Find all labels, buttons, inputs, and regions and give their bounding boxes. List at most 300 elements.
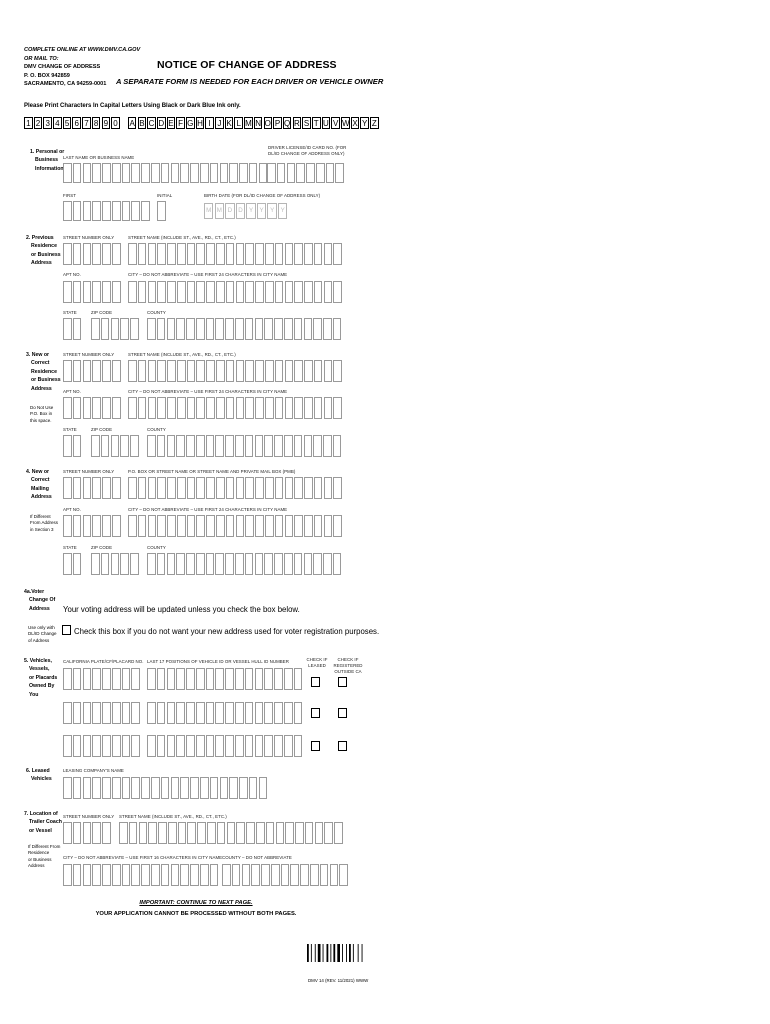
birth-date-box[interactable]: Y (246, 203, 255, 219)
character-box[interactable] (147, 318, 156, 340)
character-box[interactable] (83, 397, 92, 419)
character-box[interactable] (128, 515, 137, 537)
character-box[interactable] (92, 243, 101, 265)
character-box[interactable] (102, 397, 111, 419)
character-box[interactable] (102, 822, 111, 844)
character-box[interactable] (315, 822, 324, 844)
character-box[interactable] (112, 864, 121, 886)
character-box[interactable] (177, 360, 186, 382)
character-box[interactable] (73, 777, 82, 799)
character-box[interactable] (176, 735, 185, 757)
character-box[interactable] (161, 864, 170, 886)
character-box[interactable] (314, 360, 323, 382)
character-box[interactable] (187, 281, 196, 303)
character-box[interactable] (275, 360, 284, 382)
character-box[interactable] (112, 360, 121, 382)
character-box[interactable] (176, 318, 185, 340)
character-box[interactable] (112, 477, 121, 499)
birth-date-box[interactable]: Y (257, 203, 266, 219)
character-box[interactable] (225, 435, 234, 457)
character-box[interactable] (225, 735, 234, 757)
character-box[interactable] (274, 668, 283, 690)
character-box[interactable] (265, 281, 274, 303)
character-box[interactable] (285, 515, 294, 537)
character-box[interactable] (176, 553, 185, 575)
character-box[interactable] (63, 360, 72, 382)
first-name-field[interactable] (63, 201, 151, 221)
character-box[interactable] (63, 243, 72, 265)
character-box[interactable] (210, 163, 219, 183)
character-box[interactable] (245, 702, 254, 724)
character-box[interactable] (324, 477, 333, 499)
character-box[interactable] (92, 477, 101, 499)
character-box[interactable] (239, 163, 248, 183)
character-box[interactable] (157, 318, 166, 340)
initial-field[interactable] (157, 201, 167, 221)
character-box[interactable] (284, 553, 293, 575)
character-box[interactable] (186, 702, 195, 724)
character-box[interactable] (148, 515, 157, 537)
character-box[interactable] (186, 553, 195, 575)
character-box[interactable] (148, 822, 157, 844)
character-box[interactable] (92, 864, 101, 886)
character-box[interactable] (296, 163, 305, 183)
character-box[interactable] (313, 435, 322, 457)
character-box[interactable] (236, 822, 245, 844)
character-box[interactable] (236, 477, 245, 499)
character-box[interactable] (111, 553, 120, 575)
character-box[interactable] (112, 163, 121, 183)
character-box[interactable] (180, 163, 189, 183)
character-box[interactable] (294, 515, 303, 537)
character-box[interactable] (333, 243, 342, 265)
character-box[interactable] (148, 243, 157, 265)
s7-city-field[interactable] (63, 864, 220, 886)
s3-apt-field[interactable] (63, 397, 122, 419)
character-box[interactable] (63, 318, 72, 340)
character-box[interactable] (63, 477, 72, 499)
character-box[interactable] (275, 243, 284, 265)
character-box[interactable] (217, 822, 226, 844)
character-box[interactable] (200, 163, 209, 183)
character-box[interactable] (255, 735, 264, 757)
character-box[interactable] (122, 702, 131, 724)
character-box[interactable] (335, 163, 344, 183)
character-box[interactable] (215, 318, 224, 340)
character-box[interactable] (112, 201, 121, 221)
character-box[interactable] (306, 163, 315, 183)
character-box[interactable] (63, 515, 72, 537)
character-box[interactable] (333, 553, 342, 575)
character-box[interactable] (265, 243, 274, 265)
character-box[interactable] (178, 822, 187, 844)
character-box[interactable] (206, 243, 215, 265)
character-box[interactable] (314, 515, 323, 537)
character-box[interactable] (206, 477, 215, 499)
s4-city-field[interactable] (128, 515, 343, 537)
character-box[interactable] (284, 435, 293, 457)
character-box[interactable] (112, 397, 121, 419)
character-box[interactable] (63, 435, 72, 457)
character-box[interactable] (186, 435, 195, 457)
character-box[interactable] (63, 668, 72, 690)
s7-county-field[interactable] (222, 864, 349, 886)
character-box[interactable] (235, 668, 244, 690)
character-box[interactable] (138, 360, 147, 382)
s7-street-number-field[interactable] (63, 822, 112, 844)
character-box[interactable] (102, 864, 111, 886)
character-box[interactable] (120, 318, 129, 340)
character-box[interactable] (196, 735, 205, 757)
character-box[interactable] (226, 477, 235, 499)
character-box[interactable] (310, 864, 319, 886)
character-box[interactable] (215, 702, 224, 724)
character-box[interactable] (216, 243, 225, 265)
character-box[interactable] (158, 822, 167, 844)
s3-county-field[interactable] (147, 435, 343, 457)
character-box[interactable] (275, 515, 284, 537)
character-box[interactable] (200, 777, 209, 799)
character-box[interactable] (171, 163, 180, 183)
character-box[interactable] (265, 477, 274, 499)
character-box[interactable] (157, 201, 166, 221)
character-box[interactable] (304, 281, 313, 303)
character-box[interactable] (63, 702, 72, 724)
leased-checkbox-3[interactable] (311, 741, 320, 751)
character-box[interactable] (304, 318, 313, 340)
character-box[interactable] (294, 435, 303, 457)
character-box[interactable] (187, 477, 196, 499)
character-box[interactable] (151, 163, 160, 183)
character-box[interactable] (138, 477, 147, 499)
birth-date-box[interactable]: M (215, 203, 224, 219)
character-box[interactable] (245, 318, 254, 340)
character-box[interactable] (63, 822, 72, 844)
character-box[interactable] (274, 735, 283, 757)
character-box[interactable] (177, 243, 186, 265)
character-box[interactable] (256, 822, 265, 844)
character-box[interactable] (284, 668, 293, 690)
character-box[interactable] (102, 360, 111, 382)
character-box[interactable] (177, 515, 186, 537)
character-box[interactable] (259, 777, 268, 799)
character-box[interactable] (339, 864, 348, 886)
character-box[interactable] (264, 668, 273, 690)
character-box[interactable] (73, 318, 82, 340)
character-box[interactable] (128, 477, 137, 499)
character-box[interactable] (216, 515, 225, 537)
character-box[interactable] (284, 735, 293, 757)
character-box[interactable] (200, 864, 209, 886)
birth-date-field[interactable] (204, 203, 289, 219)
character-box[interactable] (148, 360, 157, 382)
character-box[interactable] (324, 515, 333, 537)
character-box[interactable] (73, 360, 82, 382)
character-box[interactable] (112, 702, 121, 724)
character-box[interactable] (323, 435, 332, 457)
character-box[interactable] (83, 163, 92, 183)
character-box[interactable] (111, 318, 120, 340)
character-box[interactable] (275, 281, 284, 303)
character-box[interactable] (92, 735, 101, 757)
character-box[interactable] (255, 281, 264, 303)
character-box[interactable] (323, 318, 332, 340)
character-box[interactable] (206, 735, 215, 757)
character-box[interactable] (83, 668, 92, 690)
character-box[interactable] (196, 281, 205, 303)
character-box[interactable] (206, 515, 215, 537)
s4-street-number-field[interactable] (63, 477, 122, 499)
character-box[interactable] (304, 360, 313, 382)
character-box[interactable] (305, 822, 314, 844)
character-box[interactable] (83, 735, 92, 757)
character-box[interactable] (285, 243, 294, 265)
character-box[interactable] (167, 735, 176, 757)
leased-checkbox-1[interactable] (311, 677, 320, 687)
character-box[interactable] (131, 735, 140, 757)
character-box[interactable] (274, 702, 283, 724)
character-box[interactable] (190, 864, 199, 886)
character-box[interactable] (167, 360, 176, 382)
character-box[interactable] (255, 318, 264, 340)
character-box[interactable] (147, 735, 156, 757)
character-box[interactable] (245, 477, 254, 499)
dl-number-field[interactable] (267, 163, 345, 183)
character-box[interactable] (236, 515, 245, 537)
character-box[interactable] (245, 553, 254, 575)
character-box[interactable] (255, 477, 264, 499)
character-box[interactable] (128, 243, 137, 265)
plate-field-2[interactable] (63, 702, 141, 724)
character-box[interactable] (122, 777, 131, 799)
character-box[interactable] (206, 435, 215, 457)
character-box[interactable] (274, 318, 283, 340)
leasing-company-field[interactable] (63, 777, 268, 799)
character-box[interactable] (83, 864, 92, 886)
character-box[interactable] (147, 668, 156, 690)
character-box[interactable] (63, 864, 72, 886)
character-box[interactable] (63, 163, 72, 183)
character-box[interactable] (320, 864, 329, 886)
character-box[interactable] (83, 201, 92, 221)
s2-county-field[interactable] (147, 318, 343, 340)
character-box[interactable] (167, 668, 176, 690)
character-box[interactable] (314, 281, 323, 303)
character-box[interactable] (63, 201, 72, 221)
character-box[interactable] (83, 702, 92, 724)
character-box[interactable] (187, 243, 196, 265)
character-box[interactable] (196, 477, 205, 499)
birth-date-box[interactable]: M (204, 203, 213, 219)
character-box[interactable] (216, 360, 225, 382)
character-box[interactable] (245, 243, 254, 265)
character-box[interactable] (63, 397, 72, 419)
character-box[interactable] (271, 864, 280, 886)
character-box[interactable] (83, 477, 92, 499)
character-box[interactable] (63, 777, 72, 799)
s3-city-field[interactable] (128, 397, 343, 419)
character-box[interactable] (102, 777, 111, 799)
character-box[interactable] (206, 702, 215, 724)
character-box[interactable] (264, 702, 273, 724)
character-box[interactable] (284, 318, 293, 340)
character-box[interactable] (206, 318, 215, 340)
character-box[interactable] (83, 777, 92, 799)
character-box[interactable] (151, 777, 160, 799)
character-box[interactable] (333, 360, 342, 382)
character-box[interactable] (314, 243, 323, 265)
character-box[interactable] (92, 360, 101, 382)
character-box[interactable] (255, 668, 264, 690)
character-box[interactable] (207, 822, 216, 844)
character-box[interactable] (122, 163, 131, 183)
character-box[interactable] (157, 281, 166, 303)
character-box[interactable] (255, 397, 264, 419)
character-box[interactable] (236, 360, 245, 382)
character-box[interactable] (147, 553, 156, 575)
character-box[interactable] (177, 397, 186, 419)
character-box[interactable] (206, 360, 215, 382)
vin-field-1[interactable] (147, 668, 304, 690)
character-box[interactable] (229, 163, 238, 183)
character-box[interactable] (226, 397, 235, 419)
character-box[interactable] (131, 702, 140, 724)
character-box[interactable] (334, 822, 343, 844)
character-box[interactable] (167, 397, 176, 419)
character-box[interactable] (161, 163, 170, 183)
s3-state-field[interactable] (63, 435, 83, 457)
character-box[interactable] (294, 477, 303, 499)
character-box[interactable] (245, 435, 254, 457)
character-box[interactable] (151, 864, 160, 886)
character-box[interactable] (141, 163, 150, 183)
character-box[interactable] (73, 735, 82, 757)
character-box[interactable] (313, 553, 322, 575)
character-box[interactable] (251, 864, 260, 886)
s4-po-box-field[interactable] (128, 477, 343, 499)
character-box[interactable] (176, 668, 185, 690)
character-box[interactable] (324, 360, 333, 382)
character-box[interactable] (333, 435, 342, 457)
character-box[interactable] (73, 397, 82, 419)
character-box[interactable] (294, 318, 303, 340)
character-box[interactable] (102, 668, 111, 690)
character-box[interactable] (138, 243, 147, 265)
character-box[interactable] (157, 553, 166, 575)
character-box[interactable] (284, 702, 293, 724)
character-box[interactable] (255, 515, 264, 537)
character-box[interactable] (274, 553, 283, 575)
leased-checkbox-2[interactable] (311, 708, 320, 718)
character-box[interactable] (128, 360, 137, 382)
character-box[interactable] (63, 553, 72, 575)
character-box[interactable] (220, 163, 229, 183)
character-box[interactable] (255, 702, 264, 724)
character-box[interactable] (157, 735, 166, 757)
character-box[interactable] (148, 281, 157, 303)
s3-street-name-field[interactable] (128, 360, 343, 382)
character-box[interactable] (157, 515, 166, 537)
character-box[interactable] (167, 477, 176, 499)
character-box[interactable] (148, 397, 157, 419)
character-box[interactable] (138, 397, 147, 419)
character-box[interactable] (190, 163, 199, 183)
character-box[interactable] (333, 477, 342, 499)
character-box[interactable] (128, 397, 137, 419)
character-box[interactable] (187, 360, 196, 382)
character-box[interactable] (102, 477, 111, 499)
character-box[interactable] (122, 735, 131, 757)
character-box[interactable] (186, 668, 195, 690)
character-box[interactable] (167, 515, 176, 537)
character-box[interactable] (167, 318, 176, 340)
character-box[interactable] (92, 515, 101, 537)
character-box[interactable] (245, 397, 254, 419)
character-box[interactable] (128, 281, 137, 303)
character-box[interactable] (245, 668, 254, 690)
character-box[interactable] (196, 515, 205, 537)
birth-date-box[interactable]: Y (278, 203, 287, 219)
character-box[interactable] (187, 515, 196, 537)
character-box[interactable] (111, 435, 120, 457)
character-box[interactable] (92, 201, 101, 221)
character-box[interactable] (333, 515, 342, 537)
s4-apt-field[interactable] (63, 515, 122, 537)
character-box[interactable] (314, 477, 323, 499)
character-box[interactable] (206, 668, 215, 690)
character-box[interactable] (196, 243, 205, 265)
character-box[interactable] (265, 515, 274, 537)
character-box[interactable] (167, 435, 176, 457)
character-box[interactable] (225, 702, 234, 724)
character-box[interactable] (73, 702, 82, 724)
character-box[interactable] (324, 397, 333, 419)
character-box[interactable] (73, 477, 82, 499)
character-box[interactable] (216, 397, 225, 419)
birth-date-box[interactable]: D (225, 203, 234, 219)
character-box[interactable] (176, 435, 185, 457)
character-box[interactable] (157, 702, 166, 724)
character-box[interactable] (157, 668, 166, 690)
character-box[interactable] (326, 163, 335, 183)
s7-street-name-field[interactable] (119, 822, 344, 844)
character-box[interactable] (333, 397, 342, 419)
character-box[interactable] (255, 553, 264, 575)
character-box[interactable] (186, 318, 195, 340)
character-box[interactable] (196, 553, 205, 575)
character-box[interactable] (102, 201, 111, 221)
outside-ca-checkbox-2[interactable] (338, 708, 347, 718)
character-box[interactable] (91, 435, 100, 457)
last-name-field[interactable] (63, 163, 268, 183)
character-box[interactable] (180, 864, 189, 886)
character-box[interactable] (176, 702, 185, 724)
character-box[interactable] (101, 318, 110, 340)
character-box[interactable] (130, 435, 139, 457)
character-box[interactable] (190, 777, 199, 799)
character-box[interactable] (112, 281, 121, 303)
character-box[interactable] (141, 864, 150, 886)
character-box[interactable] (264, 435, 273, 457)
character-box[interactable] (290, 864, 299, 886)
character-box[interactable] (222, 864, 231, 886)
character-box[interactable] (285, 281, 294, 303)
character-box[interactable] (102, 281, 111, 303)
character-box[interactable] (63, 735, 72, 757)
character-box[interactable] (92, 281, 101, 303)
character-box[interactable] (92, 163, 101, 183)
character-box[interactable] (314, 397, 323, 419)
